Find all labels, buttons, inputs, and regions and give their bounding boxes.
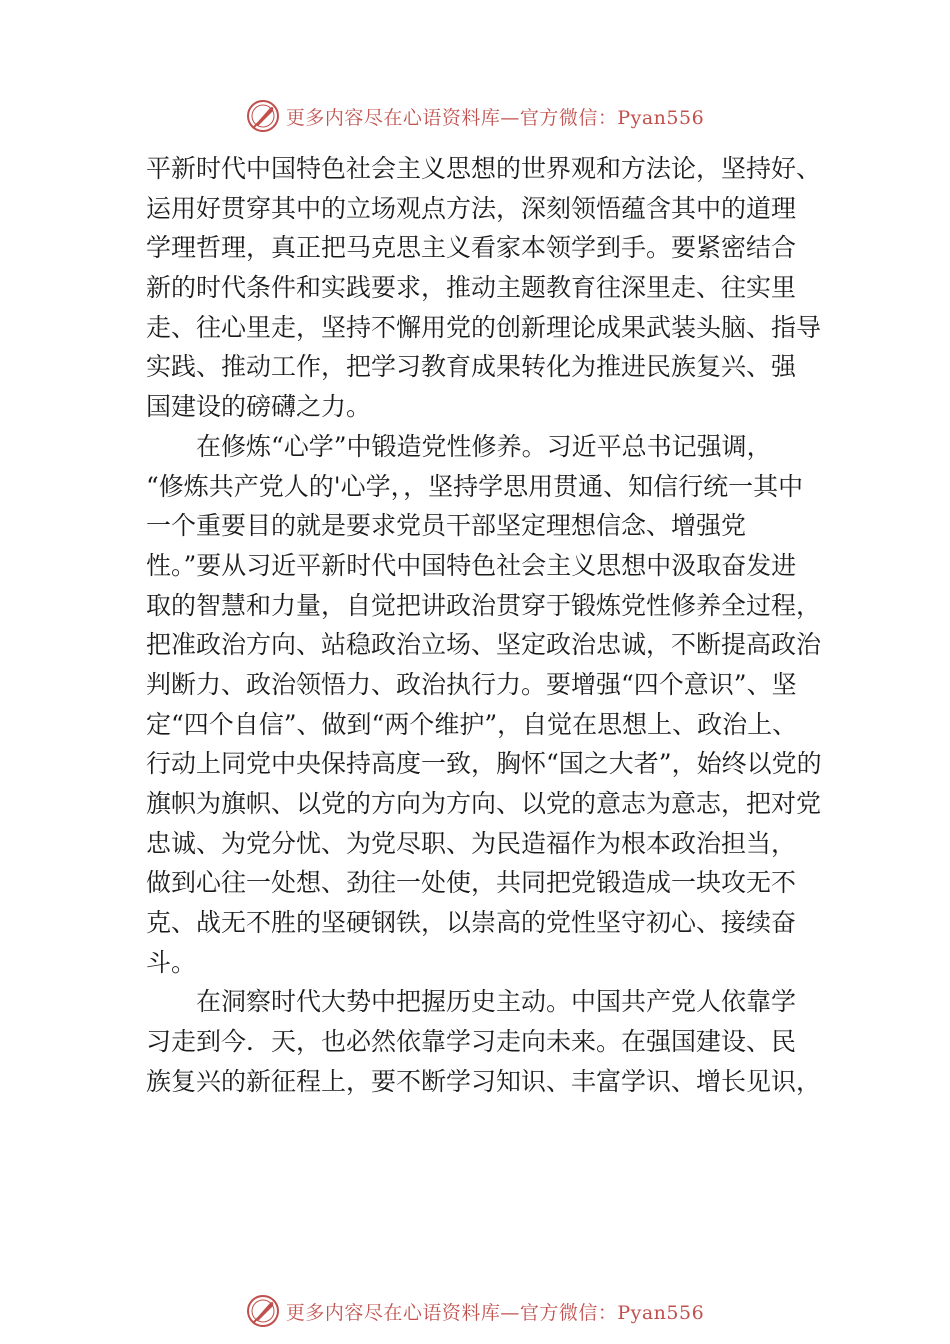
body-line: 做到心往一处想、劲往一处使，共同把党锻造成一块攻无不 [146,868,797,898]
body-line: 忠诚、为党分忧、为党尽职、为民造福作为根本政治担当， [146,828,797,858]
quill-logo-icon [246,1294,280,1328]
body-line: 判断力、政治领悟力、政治执行力。要增强“四个意识”、坚 [146,669,797,699]
body-line: 行动上同党中央保持高度一致，胸怀“国之大者”，始终以党的 [146,749,822,779]
body-line: 习走到今．天，也必然依靠学习走向未来。在强国建设、民 [146,1027,797,1057]
header-banner-text: 更多内容尽在心语资料库—官方微信：Pyan556 [285,106,705,129]
body-line: 一个重要目的就是要求党员干部坚定理想信念、增强党 [146,511,747,541]
body-line: “修炼共产党人的'心学，，坚持学思用贯通、知信行统一其中 [146,471,804,501]
body-line: 斗。 [146,947,197,977]
header-banner [0,96,950,136]
paragraph-heading-line: 在洞察时代大势中把握历史主动。中国共产党人依靠学 [196,987,797,1017]
body-line: 平新时代中国特色社会主义思想的世界观和方法论，坚持好、 [146,154,822,183]
document-body [146,149,836,1102]
body-line: 实践、推动工作，把学习教育成果转化为推进民族复兴、强 [146,352,797,382]
footer-banner [0,1291,950,1331]
paragraph-heading-line: 在修炼“心学”中锻造党性修养。习近平总书记强调， [196,431,772,461]
body-line: 学理哲理，真正把马克思主义看家本领学到手。要紧密结合 [146,233,797,263]
body-line: 走、往心里走，坚持不懈用党的创新理论成果武装头脑、指导 [146,312,822,342]
footer-banner-text: 更多内容尽在心语资料库—官方微信：Pyan556 [285,1301,705,1324]
quill-logo-icon [246,99,280,133]
body-line: 性。”要从习近平新时代中国特色社会主义思想中汲取奋发进 [146,550,797,580]
body-line: 运用好贯穿其中的立场观点方法，深刻领悟蕴含其中的道理 [146,193,797,223]
body-line: 旗帜为旗帜、以党的方向为方向、以党的意志为意志，把对党 [146,789,822,818]
body-line: 把准政治方向、站稳政治立场、坚定政治忠诚，不断提高政治 [146,630,822,660]
body-line: 族复兴的新征程上，要不断学习知识、丰富学识、增长见识， [146,1066,822,1096]
body-line: 取的智慧和力量，自觉把讲政治贯穿于锻炼党性修养全过程， [146,590,822,620]
body-line: 定“四个自信”、做到“两个维护”，自觉在思想上、政治上、 [146,709,798,739]
body-line: 新的时代条件和实践要求，推动主题教育往深里走、往实里 [146,273,797,303]
body-line: 国建设的磅礴之力。 [146,392,372,422]
body-line: 克、战无不胜的坚硬钢铁，以崇高的党性坚守初心、接续奋 [146,908,797,938]
